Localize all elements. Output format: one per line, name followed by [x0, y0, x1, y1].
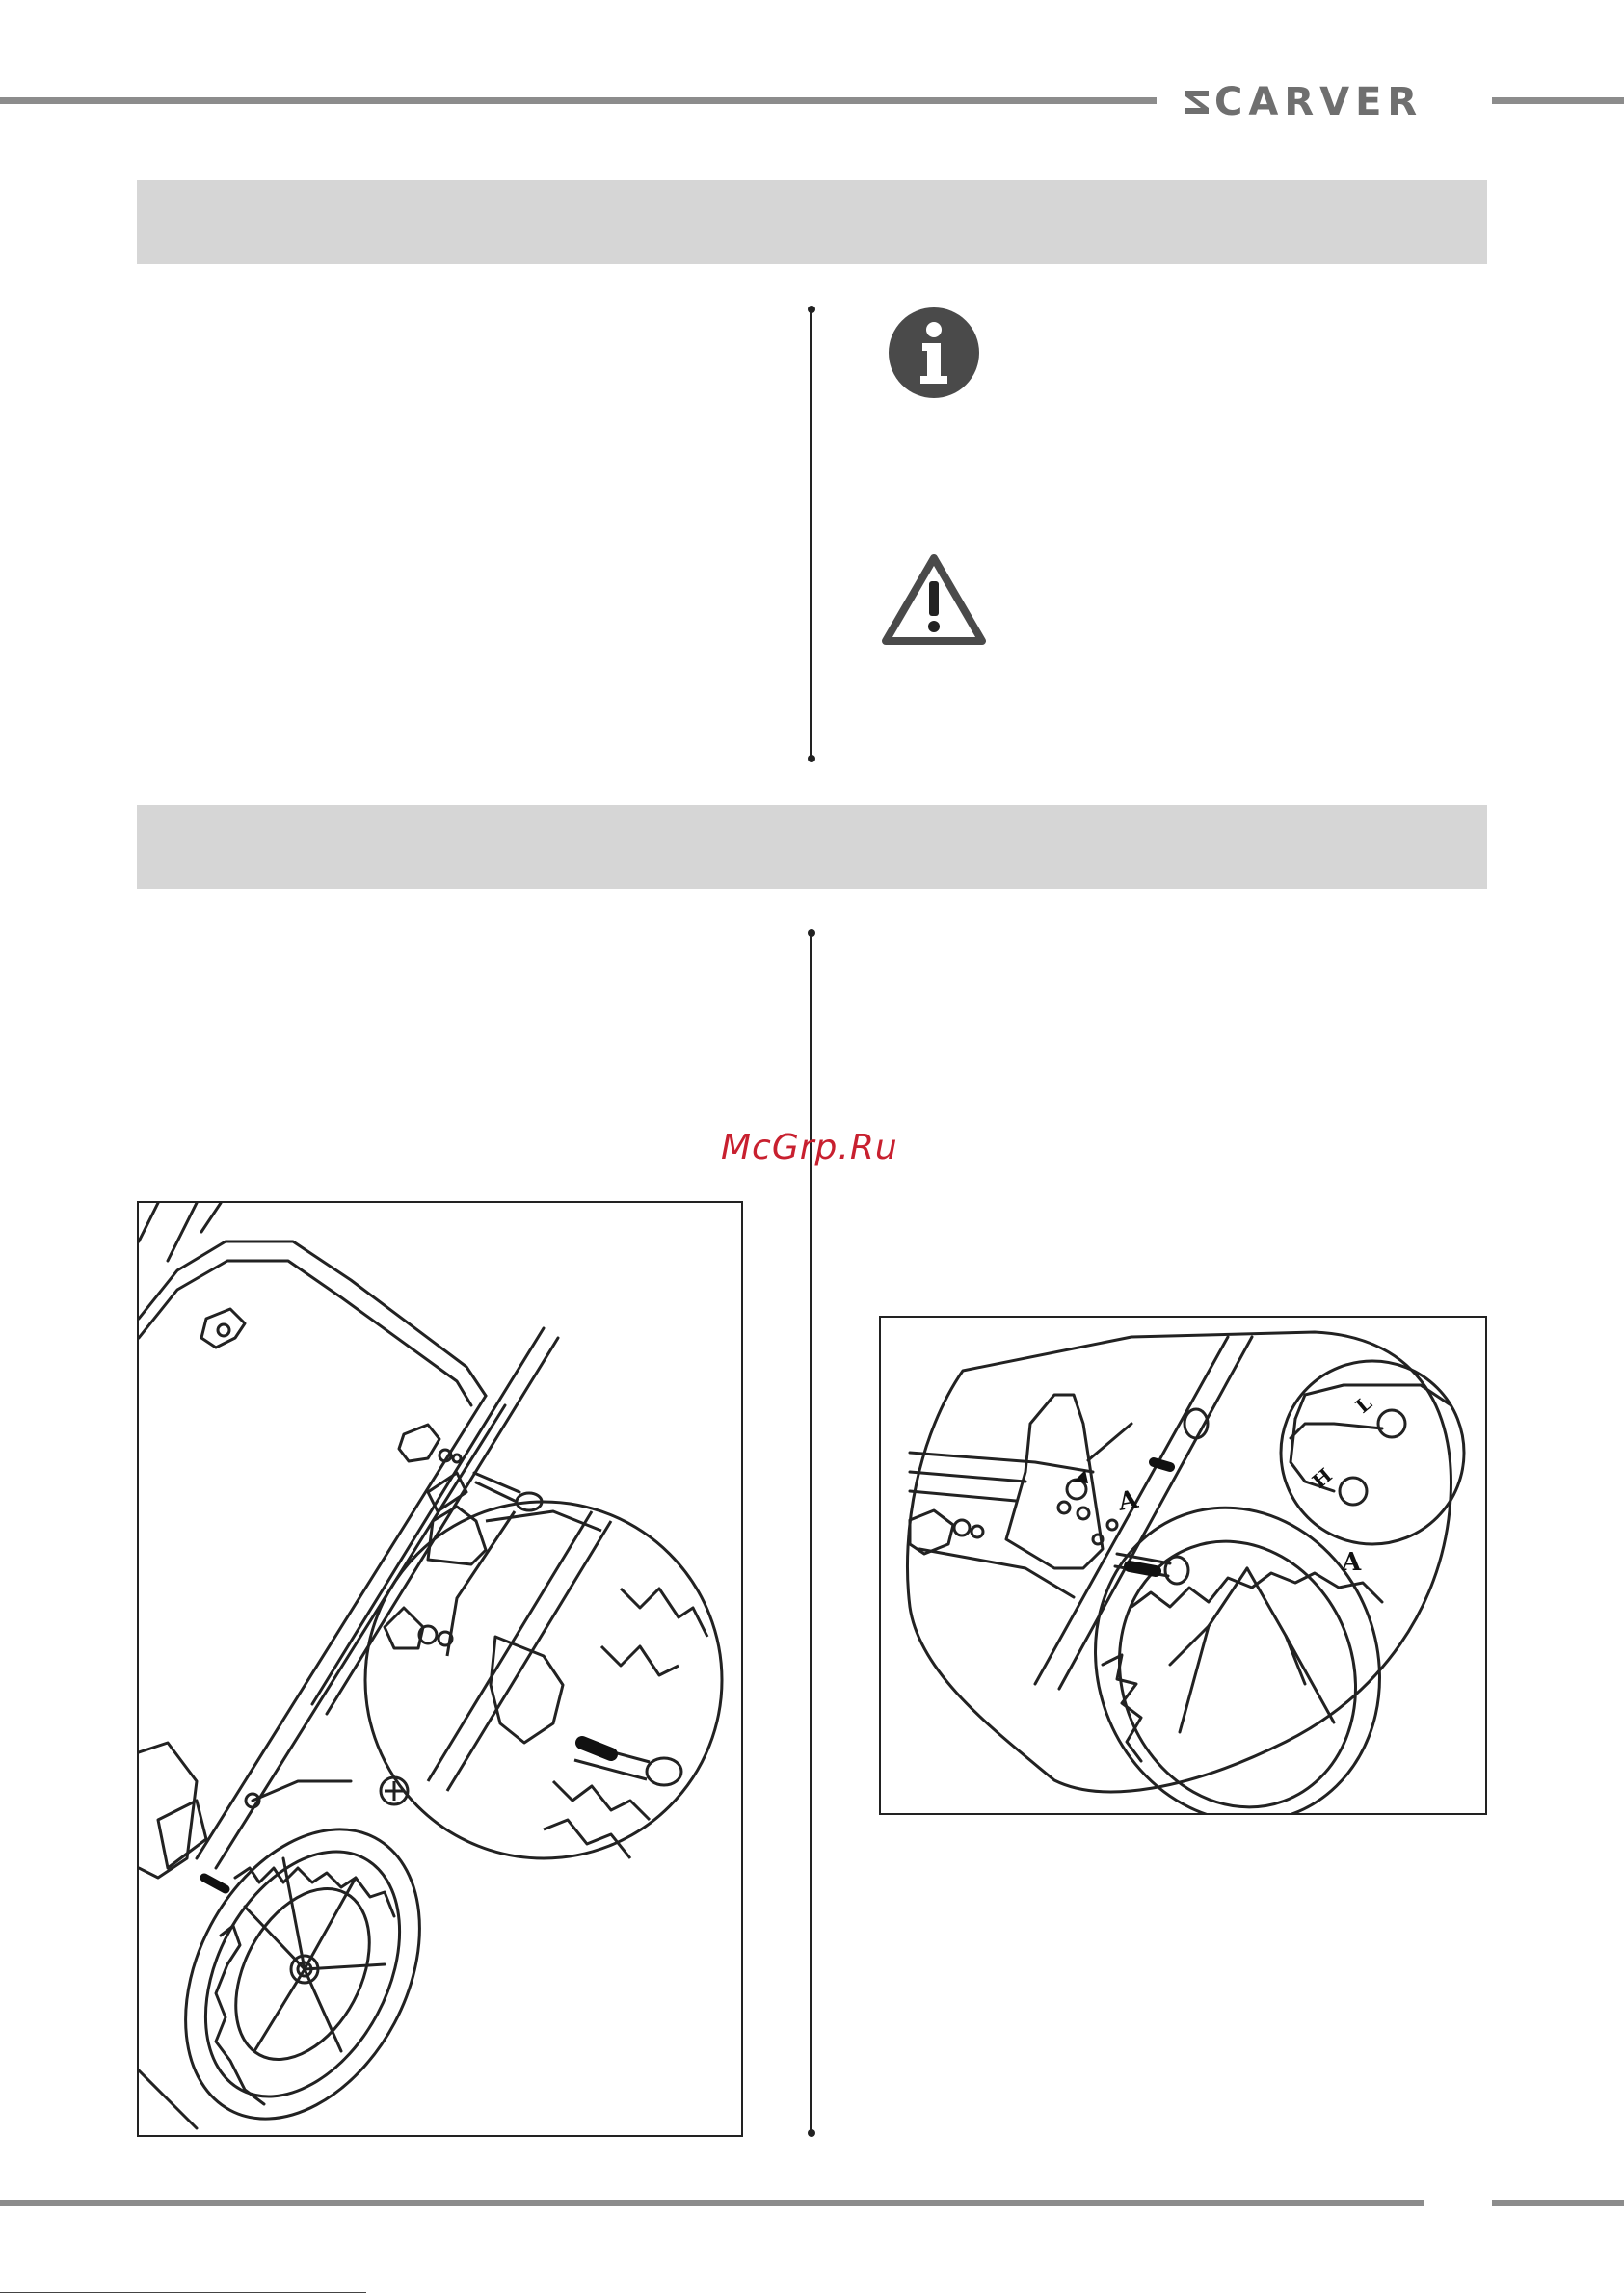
carver-logo-mark-icon — [1184, 87, 1211, 118]
figure-height-adjust — [879, 1316, 1487, 1815]
footer-rule-left — [0, 2200, 1424, 2206]
column-divider-1 — [810, 309, 812, 759]
watermark-text: McGrp.Ru — [721, 1128, 898, 1167]
brand-name: CARVER — [1214, 80, 1424, 124]
label-hole-l: L — [1350, 1391, 1376, 1418]
label-detail-a: A — [1342, 1548, 1362, 1577]
divider-dot-bottom-1 — [808, 755, 815, 762]
info-icon — [888, 307, 980, 399]
header-rule-right — [1492, 97, 1624, 104]
header-rule-left — [0, 97, 1157, 104]
footer-hairline — [0, 2292, 366, 2293]
warning-triangle-icon — [880, 552, 988, 649]
handle-height-adjust-illustration — [881, 1318, 1485, 1813]
section-header-band-2 — [137, 805, 1487, 889]
label-pointer-a: A — [1116, 1484, 1141, 1517]
divider-dot-bottom-2 — [808, 2129, 815, 2137]
label-hole-h: H — [1307, 1463, 1337, 1493]
figure-handle-assembly — [137, 1201, 743, 2137]
mower-handle-assembly-illustration — [139, 1203, 741, 2135]
section-header-band-1 — [137, 180, 1487, 264]
brand-logo — [1184, 80, 1490, 124]
footer-rule-right — [1492, 2200, 1624, 2206]
column-divider-2 — [810, 933, 812, 2133]
